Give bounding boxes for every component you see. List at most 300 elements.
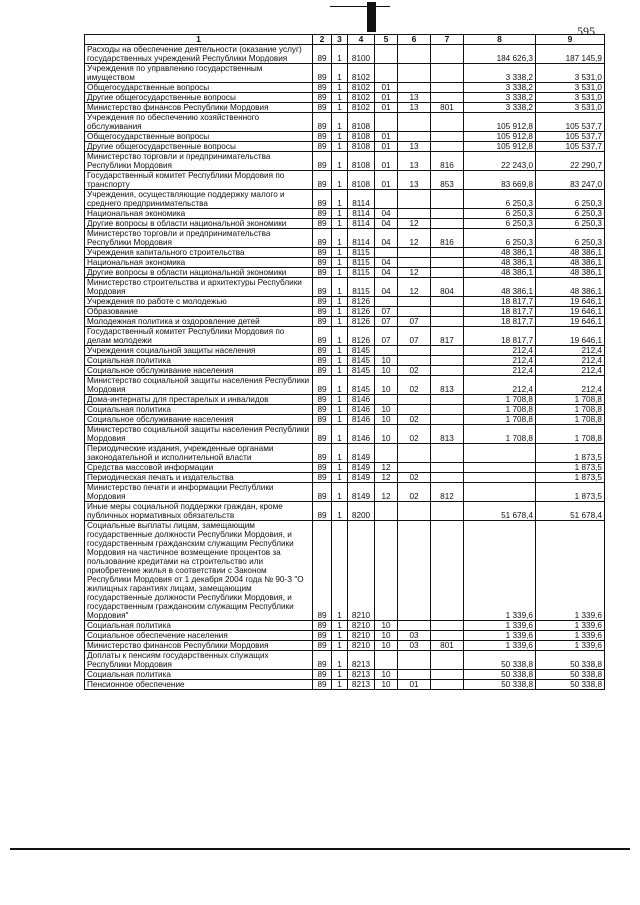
table-row xyxy=(85,113,605,132)
cell-c4: 8145 xyxy=(348,376,375,395)
cell-c6: 02 xyxy=(398,415,431,425)
cell-c2: 89 xyxy=(313,258,332,268)
cell-c8: 22 243,0 xyxy=(464,152,536,171)
cell-c3: 1 xyxy=(332,45,348,64)
cell-c2: 89 xyxy=(313,327,332,346)
cell-c3: 1 xyxy=(332,651,348,670)
table-row xyxy=(85,248,605,258)
cell-c2: 89 xyxy=(313,268,332,278)
table-row xyxy=(85,171,605,190)
cell-c6 xyxy=(398,356,431,366)
cell-c3: 1 xyxy=(332,415,348,425)
cell-c9: 105 537,7 xyxy=(536,113,605,132)
cell-c7: 816 xyxy=(431,229,464,248)
cell-c5: 10 xyxy=(375,415,398,425)
cell-c3: 1 xyxy=(332,405,348,415)
row-label: Социальное обслуживание населения xyxy=(85,366,313,376)
table-row xyxy=(85,631,605,641)
cell-c8: 212,4 xyxy=(464,376,536,395)
cell-c4: 8108 xyxy=(348,152,375,171)
cell-c6: 13 xyxy=(398,103,431,113)
cell-c7 xyxy=(431,621,464,631)
cell-c8 xyxy=(464,473,536,483)
cell-c3: 1 xyxy=(332,631,348,641)
row-label: Министерство торговли и предпринимательства Республики Мордовия xyxy=(85,229,313,248)
table-row xyxy=(85,268,605,278)
cell-c5: 04 xyxy=(375,229,398,248)
cell-c9: 1 339,6 xyxy=(536,521,605,621)
table-row xyxy=(85,521,605,621)
cell-c5: 01 xyxy=(375,152,398,171)
cell-c2: 89 xyxy=(313,502,332,521)
cell-c8: 105 912,8 xyxy=(464,132,536,142)
table-row xyxy=(85,502,605,521)
cell-c2: 89 xyxy=(313,463,332,473)
cell-c9: 19 646,1 xyxy=(536,327,605,346)
cell-c2: 89 xyxy=(313,113,332,132)
cell-c5: 04 xyxy=(375,268,398,278)
cell-c4: 8126 xyxy=(348,297,375,307)
row-label: Министерство строительства и архитектуры Республики Мордовия xyxy=(85,278,313,297)
row-label: Пенсионное обеспечение xyxy=(85,680,313,690)
cell-c5: 10 xyxy=(375,641,398,651)
cell-c6: 13 xyxy=(398,171,431,190)
cell-c5: 01 xyxy=(375,83,398,93)
cell-c3: 1 xyxy=(332,307,348,317)
row-label: Учреждения социальной защиты населения xyxy=(85,346,313,356)
row-label: Другие вопросы в области национальной экономики xyxy=(85,268,313,278)
cell-c8: 50 338,8 xyxy=(464,680,536,690)
cell-c6: 02 xyxy=(398,366,431,376)
cell-c4: 8126 xyxy=(348,307,375,317)
cell-c3: 1 xyxy=(332,521,348,621)
row-label: Национальная экономика xyxy=(85,258,313,268)
cell-c2: 89 xyxy=(313,103,332,113)
cell-c9: 105 537,7 xyxy=(536,142,605,152)
cell-c2: 89 xyxy=(313,680,332,690)
row-label: Социальная политика xyxy=(85,405,313,415)
cell-c2: 89 xyxy=(313,631,332,641)
cell-c8: 48 386,1 xyxy=(464,248,536,258)
table-row xyxy=(85,651,605,670)
cell-c9: 6 250,3 xyxy=(536,229,605,248)
cell-c8: 1 339,6 xyxy=(464,521,536,621)
header-cell: 1 xyxy=(85,35,313,45)
cell-c9: 3 531,0 xyxy=(536,83,605,93)
cell-c8: 83 669,8 xyxy=(464,171,536,190)
cell-c7 xyxy=(431,444,464,463)
cell-c9: 1 339,6 xyxy=(536,621,605,631)
row-label: Учреждения капитального строительства xyxy=(85,248,313,258)
row-label: Учреждения по работе с молодежью xyxy=(85,297,313,307)
table-row xyxy=(85,297,605,307)
cell-c5: 04 xyxy=(375,219,398,229)
row-label: Национальная экономика xyxy=(85,209,313,219)
cell-c9: 83 247,0 xyxy=(536,171,605,190)
cell-c4: 8210 xyxy=(348,631,375,641)
cell-c7: 801 xyxy=(431,103,464,113)
cell-c7 xyxy=(431,670,464,680)
cell-c8: 212,4 xyxy=(464,346,536,356)
cell-c3: 1 xyxy=(332,483,348,502)
cell-c3: 1 xyxy=(332,171,348,190)
cell-c4: 8115 xyxy=(348,278,375,297)
cell-c6 xyxy=(398,248,431,258)
cell-c7: 813 xyxy=(431,425,464,444)
cell-c7 xyxy=(431,83,464,93)
table-row xyxy=(85,444,605,463)
cell-c5: 12 xyxy=(375,483,398,502)
cell-c7: 804 xyxy=(431,278,464,297)
cell-c7 xyxy=(431,45,464,64)
cell-c7 xyxy=(431,258,464,268)
table-row xyxy=(85,152,605,171)
cell-c4: 8210 xyxy=(348,621,375,631)
cell-c3: 1 xyxy=(332,132,348,142)
cell-c5: 01 xyxy=(375,142,398,152)
cell-c6 xyxy=(398,621,431,631)
cell-c3: 1 xyxy=(332,366,348,376)
cell-c4: 8213 xyxy=(348,670,375,680)
cell-c6 xyxy=(398,45,431,64)
cell-c3: 1 xyxy=(332,152,348,171)
cell-c2: 89 xyxy=(313,621,332,631)
cell-c6: 02 xyxy=(398,425,431,444)
cell-c6: 12 xyxy=(398,278,431,297)
cell-c2: 89 xyxy=(313,93,332,103)
cell-c8: 1 339,6 xyxy=(464,631,536,641)
table-row xyxy=(85,680,605,690)
cell-c2: 89 xyxy=(313,356,332,366)
cell-c9: 3 531,0 xyxy=(536,103,605,113)
table-row xyxy=(85,346,605,356)
cell-c7 xyxy=(431,651,464,670)
cell-c6 xyxy=(398,395,431,405)
cell-c7 xyxy=(431,502,464,521)
row-label: Учреждения, осуществляющие поддержку малого и среднего предпринимательства xyxy=(85,190,313,209)
cell-c4: 8102 xyxy=(348,83,375,93)
table-row xyxy=(85,45,605,64)
table-row xyxy=(85,209,605,219)
cell-c4: 8100 xyxy=(348,45,375,64)
table-row xyxy=(85,425,605,444)
cell-c6: 12 xyxy=(398,219,431,229)
row-label: Министерство финансов Республики Мордовия xyxy=(85,641,313,651)
cell-c2: 89 xyxy=(313,651,332,670)
cell-c2: 89 xyxy=(313,444,332,463)
cell-c5 xyxy=(375,64,398,83)
cell-c7 xyxy=(431,268,464,278)
table-header-row xyxy=(85,35,605,45)
cell-c9: 212,4 xyxy=(536,356,605,366)
table-row xyxy=(85,327,605,346)
cell-c8: 3 338,2 xyxy=(464,64,536,83)
cell-c5: 10 xyxy=(375,376,398,395)
cell-c2: 89 xyxy=(313,152,332,171)
cell-c4: 8114 xyxy=(348,219,375,229)
cell-c9: 1 708,8 xyxy=(536,415,605,425)
row-label: Средства массовой информации xyxy=(85,463,313,473)
cell-c6 xyxy=(398,463,431,473)
row-label: Социальная политика xyxy=(85,670,313,680)
cell-c8: 1 708,8 xyxy=(464,415,536,425)
cell-c6: 02 xyxy=(398,473,431,483)
row-label: Образование xyxy=(85,307,313,317)
cell-c7 xyxy=(431,64,464,83)
cell-c5: 01 xyxy=(375,103,398,113)
cell-c2: 89 xyxy=(313,190,332,209)
cell-c7: 816 xyxy=(431,152,464,171)
cell-c8: 6 250,3 xyxy=(464,190,536,209)
cell-c8: 6 250,3 xyxy=(464,219,536,229)
cell-c9: 105 537,7 xyxy=(536,132,605,142)
cell-c5: 07 xyxy=(375,307,398,317)
cell-c7 xyxy=(431,463,464,473)
row-label: Министерство социальной защиты населения Республики Мордовия xyxy=(85,425,313,444)
cell-c2: 89 xyxy=(313,395,332,405)
cell-c4: 8108 xyxy=(348,113,375,132)
cell-c6 xyxy=(398,190,431,209)
cell-c2: 89 xyxy=(313,415,332,425)
cell-c2: 89 xyxy=(313,346,332,356)
row-label: Молодежная политика и оздоровление детей xyxy=(85,317,313,327)
cell-c2: 89 xyxy=(313,483,332,502)
cell-c6 xyxy=(398,209,431,219)
cell-c4: 8213 xyxy=(348,680,375,690)
row-label: Социальное обслуживание населения xyxy=(85,415,313,425)
cell-c5: 10 xyxy=(375,356,398,366)
cell-c5 xyxy=(375,395,398,405)
cell-c2: 89 xyxy=(313,405,332,415)
header-cell: 2 xyxy=(313,35,332,45)
cell-c9: 6 250,3 xyxy=(536,209,605,219)
cell-c3: 1 xyxy=(332,113,348,132)
row-label: Министерство печати и информации Республики Мордовия xyxy=(85,483,313,502)
cell-c3: 1 xyxy=(332,190,348,209)
cell-c6 xyxy=(398,64,431,83)
cell-c3: 1 xyxy=(332,103,348,113)
cell-c5 xyxy=(375,248,398,258)
cell-c8: 48 386,1 xyxy=(464,268,536,278)
header-cell: 6 xyxy=(398,35,431,45)
cell-c5: 12 xyxy=(375,473,398,483)
cell-c3: 1 xyxy=(332,297,348,307)
row-label: Другие общегосударственные вопросы xyxy=(85,142,313,152)
cell-c4: 8149 xyxy=(348,483,375,502)
cell-c2: 89 xyxy=(313,425,332,444)
cell-c2: 89 xyxy=(313,278,332,297)
cell-c5 xyxy=(375,297,398,307)
cell-c9: 48 386,1 xyxy=(536,268,605,278)
row-label: Расходы на обеспечение деятельности (оказание услуг) государственных учреждений Республики Мордовия xyxy=(85,45,313,64)
cell-c9: 1 339,6 xyxy=(536,631,605,641)
cell-c8: 212,4 xyxy=(464,366,536,376)
row-label: Общегосударственные вопросы xyxy=(85,83,313,93)
cell-c9: 1 873,5 xyxy=(536,483,605,502)
cell-c9: 50 338,8 xyxy=(536,670,605,680)
cell-c7 xyxy=(431,395,464,405)
cell-c2: 89 xyxy=(313,219,332,229)
cell-c4: 8213 xyxy=(348,651,375,670)
row-label: Периодические издания, учрежденные органами законодательной и исполнительной власти xyxy=(85,444,313,463)
cell-c4: 8145 xyxy=(348,366,375,376)
cell-c2: 89 xyxy=(313,307,332,317)
cell-c8 xyxy=(464,483,536,502)
scan-artifact-bar xyxy=(330,6,390,7)
cell-c6: 13 xyxy=(398,142,431,152)
cell-c8: 18 817,7 xyxy=(464,317,536,327)
table-row xyxy=(85,142,605,152)
header-cell: 5 xyxy=(375,35,398,45)
cell-c4: 8200 xyxy=(348,502,375,521)
cell-c6 xyxy=(398,132,431,142)
row-label: Общегосударственные вопросы xyxy=(85,132,313,142)
cell-c5 xyxy=(375,190,398,209)
cell-c4: 8146 xyxy=(348,415,375,425)
cell-c9: 19 646,1 xyxy=(536,307,605,317)
cell-c8: 1 339,6 xyxy=(464,621,536,631)
cell-c7 xyxy=(431,219,464,229)
cell-c8: 48 386,1 xyxy=(464,278,536,297)
cell-c2: 89 xyxy=(313,670,332,680)
cell-c8: 51 678,4 xyxy=(464,502,536,521)
cell-c2: 89 xyxy=(313,229,332,248)
cell-c9: 1 708,8 xyxy=(536,395,605,405)
cell-c7 xyxy=(431,680,464,690)
cell-c3: 1 xyxy=(332,209,348,219)
cell-c3: 1 xyxy=(332,376,348,395)
cell-c8: 6 250,3 xyxy=(464,229,536,248)
cell-c5 xyxy=(375,346,398,356)
cell-c4: 8115 xyxy=(348,268,375,278)
cell-c5: 10 xyxy=(375,621,398,631)
cell-c9: 48 386,1 xyxy=(536,258,605,268)
row-label: Иные меры социальной поддержки граждан, кроме публичных нормативных обязательств xyxy=(85,502,313,521)
table-row xyxy=(85,219,605,229)
cell-c8: 1 708,8 xyxy=(464,405,536,415)
table-row xyxy=(85,103,605,113)
cell-c2: 89 xyxy=(313,64,332,83)
cell-c5 xyxy=(375,651,398,670)
cell-c5 xyxy=(375,521,398,621)
cell-c5 xyxy=(375,444,398,463)
row-label: Дома-интернаты для престарелых и инвалидов xyxy=(85,395,313,405)
cell-c7 xyxy=(431,142,464,152)
cell-c5: 01 xyxy=(375,93,398,103)
cell-c8: 48 386,1 xyxy=(464,258,536,268)
cell-c3: 1 xyxy=(332,473,348,483)
cell-c4: 8108 xyxy=(348,142,375,152)
cell-c5: 01 xyxy=(375,171,398,190)
cell-c4: 8114 xyxy=(348,190,375,209)
cell-c6 xyxy=(398,113,431,132)
cell-c7 xyxy=(431,346,464,356)
cell-c4: 8146 xyxy=(348,425,375,444)
cell-c7 xyxy=(431,415,464,425)
cell-c3: 1 xyxy=(332,346,348,356)
row-label: Социальная политика xyxy=(85,356,313,366)
cell-c7 xyxy=(431,521,464,621)
table-row xyxy=(85,64,605,83)
cell-c3: 1 xyxy=(332,641,348,651)
row-label: Министерство финансов Республики Мордовия xyxy=(85,103,313,113)
cell-c3: 1 xyxy=(332,680,348,690)
table-row xyxy=(85,366,605,376)
cell-c3: 1 xyxy=(332,142,348,152)
cell-c9: 1 873,5 xyxy=(536,444,605,463)
row-label: Периодическая печать и издательства xyxy=(85,473,313,483)
cell-c6: 12 xyxy=(398,268,431,278)
cell-c9: 22 290,7 xyxy=(536,152,605,171)
header-cell: 8 xyxy=(464,35,536,45)
cell-c3: 1 xyxy=(332,278,348,297)
cell-c5: 10 xyxy=(375,425,398,444)
cell-c4: 8210 xyxy=(348,641,375,651)
cell-c2: 89 xyxy=(313,641,332,651)
cell-c4: 8108 xyxy=(348,171,375,190)
cell-c6: 02 xyxy=(398,376,431,395)
row-label: Социальное обеспечение населения xyxy=(85,631,313,641)
cell-c8: 18 817,7 xyxy=(464,297,536,307)
cell-c2: 89 xyxy=(313,366,332,376)
cell-c9: 51 678,4 xyxy=(536,502,605,521)
cell-c6: 13 xyxy=(398,93,431,103)
table-row xyxy=(85,463,605,473)
row-label: Министерство торговли и предпринимательства Республики Мордовия xyxy=(85,152,313,171)
table-row xyxy=(85,258,605,268)
cell-c9: 212,4 xyxy=(536,346,605,356)
cell-c9: 212,4 xyxy=(536,376,605,395)
table-body xyxy=(85,45,605,690)
cell-c7 xyxy=(431,113,464,132)
cell-c3: 1 xyxy=(332,356,348,366)
cell-c9: 50 338,8 xyxy=(536,651,605,670)
cell-c8: 6 250,3 xyxy=(464,209,536,219)
cell-c6 xyxy=(398,346,431,356)
cell-c9: 3 531,0 xyxy=(536,64,605,83)
cell-c9: 212,4 xyxy=(536,366,605,376)
row-label: Другие вопросы в области национальной экономики xyxy=(85,219,313,229)
row-label: Государственный комитет Республики Мордовия по делам молодежи xyxy=(85,327,313,346)
cell-c4: 8115 xyxy=(348,248,375,258)
cell-c7 xyxy=(431,307,464,317)
cell-c6 xyxy=(398,651,431,670)
row-label: Учреждения по обеспечению хозяйственного обслуживания xyxy=(85,113,313,132)
cell-c9: 19 646,1 xyxy=(536,297,605,307)
header-cell: 4 xyxy=(348,35,375,45)
cell-c6 xyxy=(398,670,431,680)
cell-c2: 89 xyxy=(313,317,332,327)
cell-c8: 50 338,8 xyxy=(464,670,536,680)
cell-c4: 8146 xyxy=(348,395,375,405)
cell-c8: 184 626,3 xyxy=(464,45,536,64)
cell-c6: 01 xyxy=(398,680,431,690)
table-row xyxy=(85,641,605,651)
cell-c5: 12 xyxy=(375,463,398,473)
row-label: Социальные выплаты лицам, замещающим государственные должности Республики Мордовия, и государственным гражданским служащим Республики Мордовия на частичное возмещение процентов за пользование кредитами на строительство или приобретение жилья в соответствии с Законом Республики Мордовия от 1 декабря 2004 года № 90-З "О жилищных гарантиях лицам, замещающим государственные должности Республики Мордовия, и государственным гражданским служащим Республики Мордовия" xyxy=(85,521,313,621)
cell-c4: 8114 xyxy=(348,229,375,248)
cell-c5 xyxy=(375,45,398,64)
cell-c7: 817 xyxy=(431,327,464,346)
cell-c7: 853 xyxy=(431,171,464,190)
cell-c8: 105 912,8 xyxy=(464,113,536,132)
cell-c2: 89 xyxy=(313,473,332,483)
cell-c7 xyxy=(431,297,464,307)
cell-c3: 1 xyxy=(332,621,348,631)
cell-c3: 1 xyxy=(332,463,348,473)
cell-c5: 10 xyxy=(375,680,398,690)
cell-c4: 8115 xyxy=(348,258,375,268)
